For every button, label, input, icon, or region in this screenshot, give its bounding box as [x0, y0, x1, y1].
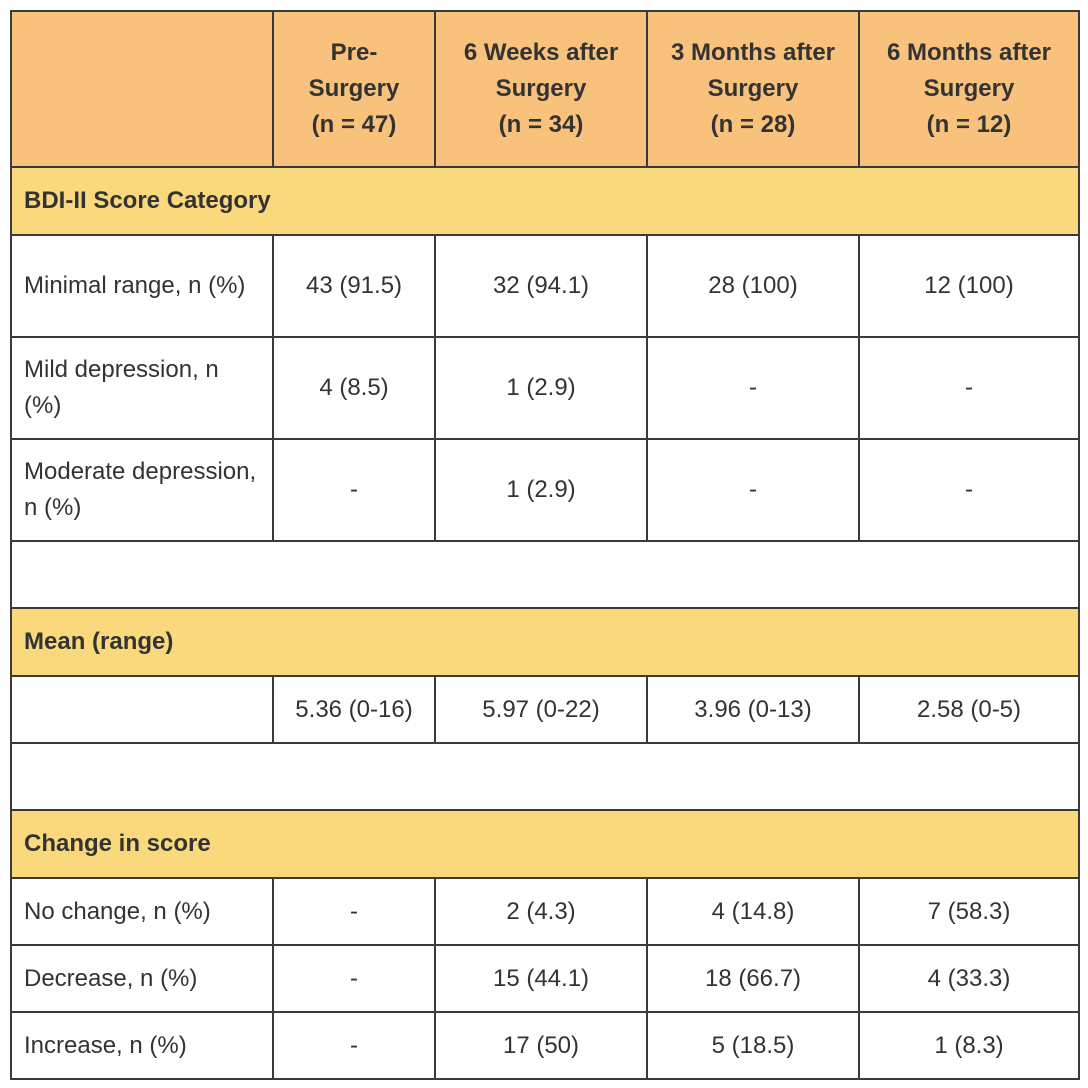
table-cell: 3.96 (0-13) [647, 676, 859, 743]
table-cell: 2.58 (0-5) [859, 676, 1079, 743]
header-line: (n = 47) [311, 111, 397, 138]
table-cell: 32 (94.1) [435, 235, 647, 337]
table-row [11, 235, 1079, 337]
header-pre-surgery [273, 11, 435, 167]
table-row [11, 439, 1079, 541]
header-line: 3 Months after [670, 39, 835, 66]
table-cell: - [647, 439, 859, 541]
table-cell: - [647, 337, 859, 439]
header-line: (n = 28) [710, 111, 796, 138]
row-label: No change, n (%) [11, 878, 273, 945]
header-3-months [647, 11, 859, 167]
table-cell: 1 (8.3) [859, 1012, 1079, 1079]
header-line: 6 Weeks after [463, 39, 619, 66]
table-cell: 1 (2.9) [435, 439, 647, 541]
header-line: Pre- [330, 39, 378, 66]
row-label: Decrease, n (%) [11, 945, 273, 1012]
spacer-row [11, 541, 1079, 608]
table-cell: 7 (58.3) [859, 878, 1079, 945]
header-line: (n = 34) [498, 111, 584, 138]
row-label: Increase, n (%) [11, 1012, 273, 1079]
table-cell: 4 (8.5) [273, 337, 435, 439]
table-cell: 15 (44.1) [435, 945, 647, 1012]
table-cell: 5.97 (0-22) [435, 676, 647, 743]
spacer-row [11, 743, 1079, 810]
table-cell: 28 (100) [647, 235, 859, 337]
table-cell: 43 (91.5) [273, 235, 435, 337]
bdi-score-table [10, 10, 1080, 1080]
header-6-weeks [435, 11, 647, 167]
header-line: Surgery [923, 75, 1015, 102]
table-cell: - [273, 1012, 435, 1079]
table-cell: - [859, 439, 1079, 541]
section-title: BDI-II Score Category [11, 167, 1079, 235]
table-cell: 5 (18.5) [647, 1012, 859, 1079]
spacer-cell [11, 743, 1079, 810]
table-cell: - [273, 945, 435, 1012]
table-cell: - [859, 337, 1079, 439]
section-title: Mean (range) [11, 608, 1079, 676]
table-row [11, 676, 1079, 743]
header-corner-cell [11, 11, 273, 167]
row-label: Moderate depression, n (%) [11, 439, 273, 541]
row-label: Minimal range, n (%) [11, 235, 273, 337]
table-cell: 12 (100) [859, 235, 1079, 337]
header-line: Surgery [707, 75, 799, 102]
table-row [11, 1012, 1079, 1079]
table-cell: - [273, 878, 435, 945]
table-cell: 18 (66.7) [647, 945, 859, 1012]
table-row [11, 945, 1079, 1012]
section-header-row [11, 167, 1079, 235]
header-line: Surgery [495, 75, 587, 102]
table-cell: - [273, 439, 435, 541]
header-line: (n = 12) [926, 111, 1012, 138]
spacer-cell [11, 541, 1079, 608]
table-cell: 17 (50) [435, 1012, 647, 1079]
header-6-months [859, 11, 1079, 167]
table-cell: 4 (33.3) [859, 945, 1079, 1012]
section-title: Change in score [11, 810, 1079, 878]
table-cell: 4 (14.8) [647, 878, 859, 945]
header-row [11, 11, 1079, 167]
table-row [11, 337, 1079, 439]
table-row [11, 878, 1079, 945]
table-cell: 2 (4.3) [435, 878, 647, 945]
header-line: Surgery [308, 75, 400, 102]
table-cell: 5.36 (0-16) [273, 676, 435, 743]
section-header-row [11, 810, 1079, 878]
header-line: 6 Months after [886, 39, 1051, 66]
row-label: Mild depression, n (%) [11, 337, 273, 439]
section-header-row [11, 608, 1079, 676]
row-label [11, 676, 273, 743]
table-cell: 1 (2.9) [435, 337, 647, 439]
